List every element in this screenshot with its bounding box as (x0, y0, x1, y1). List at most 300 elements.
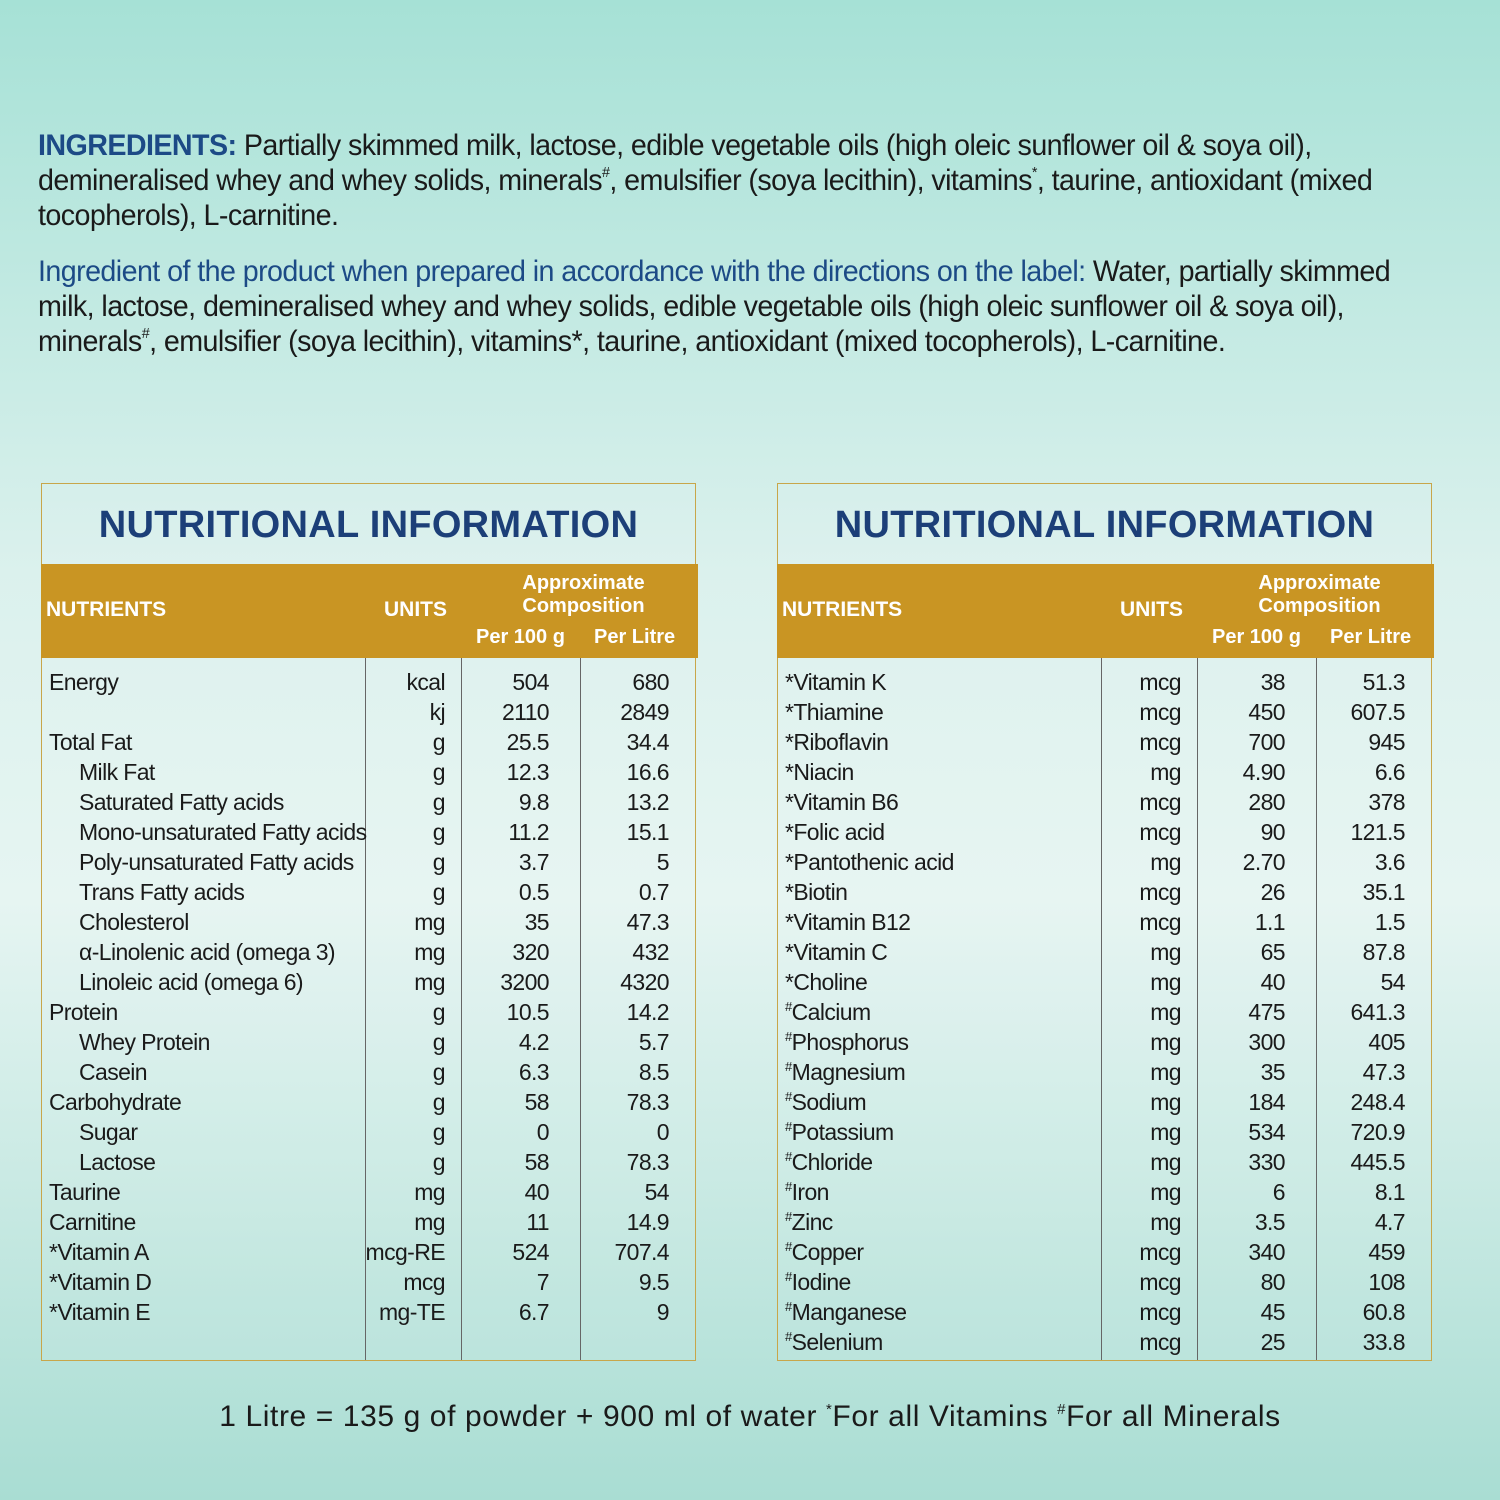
nutrient-name (785, 817, 885, 847)
value-per-litre: 5.7 (638, 1029, 669, 1055)
nutrient-unit: g (432, 1119, 445, 1145)
nutrient-name (79, 787, 284, 817)
nutrient-unit: mg (1150, 1059, 1181, 1085)
value-per-litre: 0 (656, 1119, 669, 1145)
nutrient-label: Linoleic acid (omega 6) (79, 969, 303, 995)
nutrient-name (785, 937, 887, 967)
value-per-litre: 16.6 (626, 759, 669, 785)
value-per-litre: 641.3 (1350, 999, 1405, 1025)
value-per-100g: 1.1 (1254, 909, 1285, 935)
minerals-mark: # (785, 1089, 792, 1104)
nutrient-unit: mg (1150, 1029, 1181, 1055)
minerals-mark: # (785, 1299, 792, 1314)
nutrient-label: Casein (79, 1059, 147, 1085)
value-per-100g: 10.5 (506, 999, 549, 1025)
value-per-litre: 47.3 (1362, 1059, 1405, 1085)
table-row (42, 1207, 695, 1237)
nutrient-name (49, 1207, 136, 1237)
minerals-mark: # (141, 325, 150, 342)
nutrient-name (79, 817, 366, 847)
value-per-100g: 2.70 (1242, 849, 1285, 875)
nutrient-name (49, 1087, 181, 1117)
nutrient-label: Carnitine (49, 1209, 136, 1235)
footer-text: 1 Litre = 135 g of powder + 900 ml of water (219, 1400, 826, 1433)
table-row (42, 757, 695, 787)
value-per-litre: 0.7 (638, 879, 669, 905)
value-per-100g: 80 (1260, 1269, 1285, 1295)
table-row (42, 1027, 695, 1057)
value-per-litre: 78.3 (626, 1089, 669, 1115)
table-row (42, 1147, 695, 1177)
value-per-litre: 8.5 (638, 1059, 669, 1085)
table-row (42, 877, 695, 907)
nutrient-unit: mcg (1139, 1329, 1181, 1355)
table-row (42, 1267, 695, 1297)
nutrient-name (785, 907, 910, 937)
value-per-litre: 108 (1368, 1269, 1405, 1295)
nutrient-name (79, 907, 189, 937)
prepared-ingredients-paragraph (38, 254, 1413, 359)
value-per-litre: 87.8 (1362, 939, 1405, 965)
nutrient-unit: g (432, 759, 445, 785)
table-row (42, 997, 695, 1027)
nutrient-unit: mcg (1139, 699, 1181, 725)
nutrient-name (785, 667, 886, 697)
value-per-litre: 9 (656, 1299, 669, 1325)
table-row (42, 817, 695, 847)
nutrient-label: *Vitamin B12 (785, 909, 911, 935)
header-per-litre: Per Litre (1330, 626, 1412, 648)
nutrient-unit: mg (1150, 849, 1181, 875)
nutrient-label: Saturated Fatty acids (79, 789, 284, 815)
nutrient-label: *Vitamin E (49, 1299, 150, 1325)
table-row (778, 1147, 1431, 1177)
nutrient-unit: kcal (406, 669, 445, 695)
table-row (778, 697, 1431, 727)
nutrient-label: *Vitamin D (49, 1269, 152, 1295)
value-per-litre: 8.1 (1374, 1179, 1405, 1205)
nutrient-unit: mg (414, 969, 445, 995)
vitamins-mark: * (1031, 164, 1037, 181)
nutrient-unit: mcg (1139, 909, 1181, 935)
nutrient-label: Cholesterol (79, 909, 189, 935)
nutrient-label: Copper (791, 1239, 864, 1265)
nutrient-name (79, 877, 244, 907)
nutrient-label: *Vitamin B6 (785, 789, 899, 815)
value-per-litre: 51.3 (1362, 669, 1405, 695)
nutrient-name (785, 1117, 894, 1147)
minerals-mark: # (602, 164, 610, 181)
minerals-mark: # (785, 1179, 792, 1194)
nutrient-label: Manganese (791, 1299, 907, 1325)
value-per-100g: 504 (512, 669, 549, 695)
nutrient-name (785, 727, 888, 757)
nutrient-name (785, 1177, 829, 1207)
table-row (778, 1027, 1431, 1057)
table-row (778, 757, 1431, 787)
value-per-100g: 26 (1260, 879, 1285, 905)
header-units: UNITS (384, 598, 447, 621)
minerals-mark: # (785, 1119, 792, 1134)
table-row (778, 817, 1431, 847)
minerals-mark: # (785, 1149, 792, 1164)
value-per-litre: 405 (1368, 1029, 1405, 1055)
footer-text: For all Minerals (1066, 1400, 1281, 1433)
nutrient-unit: mcg (403, 1269, 445, 1295)
table-row (42, 967, 695, 997)
value-per-100g: 11 (526, 1209, 549, 1235)
nutrient-name (79, 757, 155, 787)
header-nutrients: NUTRIENTS (46, 598, 167, 621)
nutrient-label: Potassium (791, 1119, 894, 1145)
minerals-mark: # (785, 999, 792, 1014)
nutrient-name (49, 1267, 151, 1297)
nutrient-unit: g (432, 789, 445, 815)
value-per-litre: 60.8 (1362, 1299, 1405, 1325)
header-per-100g: Per 100 g (1212, 626, 1301, 648)
nutrition-table-right (777, 483, 1432, 1361)
nutrient-name (79, 1147, 155, 1177)
nutrient-unit: g (432, 1089, 445, 1115)
table-row (42, 1057, 695, 1087)
nutrient-unit: mcg (1139, 1269, 1181, 1295)
nutrient-name (785, 1147, 873, 1177)
header-units: UNITS (1120, 598, 1183, 621)
nutrient-name (79, 847, 354, 877)
value-per-100g: 35 (524, 909, 549, 935)
value-per-100g: 90 (1260, 819, 1285, 845)
nutrient-name (49, 997, 118, 1027)
value-per-litre: 14.9 (626, 1209, 669, 1235)
value-per-100g: 300 (1248, 1029, 1285, 1055)
nutrient-label: Sugar (79, 1119, 138, 1145)
value-per-100g: 0 (536, 1119, 549, 1145)
value-per-100g: 3.7 (518, 849, 549, 875)
nutrient-unit: mcg (1139, 729, 1181, 755)
value-per-100g: 280 (1248, 789, 1285, 815)
value-per-litre: 680 (632, 669, 669, 695)
table-row (42, 937, 695, 967)
value-per-100g: 6.3 (518, 1059, 549, 1085)
header-nutrients: NUTRIENTS (782, 598, 903, 621)
nutrient-label: Iron (791, 1179, 829, 1205)
nutrient-name (785, 1087, 866, 1117)
value-per-100g: 9.8 (518, 789, 549, 815)
nutrient-name (785, 1027, 908, 1057)
value-per-litre: 607.5 (1350, 699, 1405, 725)
value-per-litre: 4.7 (1374, 1209, 1405, 1235)
table-body (42, 667, 695, 1327)
nutrient-name (785, 787, 898, 817)
value-per-100g: 700 (1248, 729, 1285, 755)
table-row (778, 997, 1431, 1027)
nutrient-label: Trans Fatty acids (79, 879, 245, 905)
value-per-100g: 534 (1248, 1119, 1285, 1145)
table-title: NUTRITIONAL INFORMATION (98, 504, 639, 546)
value-per-litre: 3.6 (1374, 849, 1405, 875)
nutrient-name (49, 667, 118, 697)
value-per-litre: 15.1 (626, 819, 669, 845)
nutrient-label: Carbohydrate (49, 1089, 182, 1115)
nutrient-unit: g (432, 999, 445, 1025)
table-row (42, 787, 695, 817)
nutrient-name (79, 1057, 147, 1087)
table-body (778, 667, 1431, 1357)
table-row (778, 1177, 1431, 1207)
header-per-litre: Per Litre (594, 626, 676, 648)
table-row (42, 1237, 695, 1267)
nutrient-label: Magnesium (791, 1059, 906, 1085)
nutrient-unit: g (432, 879, 445, 905)
nutrient-unit: mg (1150, 1119, 1181, 1145)
header-per-100g: Per 100 g (476, 626, 565, 648)
value-per-litre: 13.2 (626, 789, 669, 815)
ingredients-text: , taurine, antioxidant (mixed tocopherols), L-carnitine. (38, 164, 1373, 232)
minerals-mark: # (785, 1239, 792, 1254)
nutrient-unit: mg (1150, 999, 1181, 1025)
value-per-100g: 450 (1248, 699, 1285, 725)
value-per-litre: 445.5 (1350, 1149, 1405, 1175)
nutrient-unit: kj (429, 699, 445, 725)
table-row (778, 967, 1431, 997)
nutrient-unit: g (432, 1059, 445, 1085)
nutrient-unit: g (432, 729, 445, 755)
nutrient-label: Protein (49, 999, 118, 1025)
header-approx-composition (1207, 572, 1432, 618)
table-row (42, 727, 695, 757)
nutrient-unit: mg (414, 939, 445, 965)
value-per-100g: 25 (1260, 1329, 1285, 1355)
nutrient-label: Milk Fat (79, 759, 155, 785)
value-per-100g: 2110 (501, 699, 549, 725)
nutrient-unit: mg (414, 909, 445, 935)
nutrient-label: *Pantothenic acid (785, 849, 954, 875)
nutrient-label: *Folic acid (785, 819, 885, 845)
nutrient-label: Calcium (791, 999, 871, 1025)
table-row (778, 1087, 1431, 1117)
table-row (778, 877, 1431, 907)
nutrient-label: Lactose (79, 1149, 156, 1175)
table-row (778, 937, 1431, 967)
table-row (42, 1177, 695, 1207)
nutrient-unit: mg (1150, 759, 1181, 785)
value-per-100g: 65 (1260, 939, 1285, 965)
value-per-100g: 6 (1272, 1179, 1285, 1205)
nutrient-name (49, 1297, 150, 1327)
nutrient-name (785, 1297, 906, 1327)
nutrient-label: *Biotin (785, 879, 848, 905)
table-row (42, 1117, 695, 1147)
minerals-mark: # (785, 1209, 792, 1224)
nutrient-unit: mcg (1139, 789, 1181, 815)
nutrient-name (49, 727, 132, 757)
value-per-100g: 330 (1248, 1149, 1285, 1175)
nutrient-label: Phosphorus (791, 1029, 909, 1055)
value-per-litre: 78.3 (626, 1149, 669, 1175)
nutrient-unit: mg (414, 1179, 445, 1205)
nutrient-unit: mg (1150, 1089, 1181, 1115)
nutrient-unit: g (432, 1149, 445, 1175)
nutrient-unit: g (432, 819, 445, 845)
nutrient-unit: mg (1150, 939, 1181, 965)
table-row (778, 1207, 1431, 1237)
table-row (778, 667, 1431, 697)
table-row (778, 1297, 1431, 1327)
nutrient-name (785, 1327, 883, 1357)
nutrient-label: Selenium (791, 1329, 883, 1355)
value-per-litre: 33.8 (1362, 1329, 1405, 1355)
nutrient-unit: mcg-RE (365, 1239, 445, 1265)
value-per-100g: 58 (524, 1149, 549, 1175)
value-per-100g: 3200 (500, 969, 549, 995)
value-per-100g: 6.7 (518, 1299, 549, 1325)
nutrient-label: *Niacin (785, 759, 854, 785)
nutrient-name (785, 877, 847, 907)
table-row (778, 907, 1431, 937)
nutrient-unit: mg (1150, 1179, 1181, 1205)
value-per-100g: 524 (512, 1239, 549, 1265)
value-per-litre: 121.5 (1350, 819, 1405, 845)
table-row (778, 1237, 1431, 1267)
value-per-litre: 2849 (620, 699, 669, 725)
nutrient-name (785, 1237, 863, 1267)
value-per-litre: 945 (1368, 729, 1405, 755)
nutrient-name (49, 1177, 120, 1207)
minerals-mark: # (785, 1029, 792, 1044)
nutrient-label: Energy (49, 669, 119, 695)
value-per-100g: 4.90 (1242, 759, 1285, 785)
table-row (42, 907, 695, 937)
table-row (42, 847, 695, 877)
header-approx-line2: Composition (1258, 595, 1381, 617)
minerals-mark: # (785, 1269, 792, 1284)
value-per-litre: 432 (632, 939, 669, 965)
value-per-litre: 34.4 (626, 729, 669, 755)
nutrition-table-left (41, 483, 696, 1361)
value-per-100g: 184 (1248, 1089, 1285, 1115)
nutrient-name (785, 997, 871, 1027)
table-row (778, 727, 1431, 757)
reconstitution-note (0, 1400, 1500, 1434)
value-per-litre: 54 (1380, 969, 1405, 995)
nutrient-label: *Vitamin K (785, 669, 886, 695)
value-per-litre: 378 (1368, 789, 1405, 815)
nutrient-unit: mcg (1139, 879, 1181, 905)
prepared-text: Water, partially skimmed milk, lactose, demineralised whey and whey solids, edible vegetable oils (high oleic sunflower oil & soya oil), minerals (38, 255, 1391, 358)
nutrient-label: Sodium (791, 1089, 867, 1115)
ingredients-label: INGREDIENTS: (38, 129, 237, 162)
nutrient-label: Total Fat (49, 729, 132, 755)
nutrient-unit: mg (1150, 969, 1181, 995)
value-per-100g: 3.5 (1254, 1209, 1285, 1235)
nutrient-unit: mcg (1139, 669, 1181, 695)
nutrient-unit: mg (414, 1209, 445, 1235)
value-per-litre: 1.5 (1374, 909, 1405, 935)
table-row (778, 1327, 1431, 1357)
ingredients-paragraph (38, 128, 1413, 233)
nutrient-label: Whey Protein (79, 1029, 210, 1055)
ingredients-text: , emulsifier (soya lecithin), vitamins (609, 164, 1032, 197)
prepared-label: Ingredient of the product when prepared in accordance with the directions on the label: (38, 255, 1086, 288)
table-row (778, 1267, 1431, 1297)
nutrient-name (49, 1237, 149, 1267)
value-per-100g: 4.2 (518, 1029, 549, 1055)
header-approx-line1: Approximate (522, 572, 645, 594)
table-row (778, 1117, 1431, 1147)
nutrient-label: *Choline (785, 969, 868, 995)
nutrient-label: Taurine (49, 1179, 121, 1205)
nutrient-name (785, 697, 883, 727)
footer-text: For all Vitamins (832, 1400, 1058, 1433)
value-per-100g: 7 (536, 1269, 549, 1295)
nutrient-name (785, 1267, 851, 1297)
nutrient-name (79, 937, 335, 967)
nutrient-label: Mono-unsaturated Fatty acids (79, 819, 367, 845)
nutrient-unit: mg (1150, 1149, 1181, 1175)
value-per-litre: 47.3 (626, 909, 669, 935)
value-per-litre: 14.2 (626, 999, 669, 1025)
value-per-100g: 0.5 (518, 879, 549, 905)
minerals-mark: # (1057, 1401, 1067, 1418)
value-per-litre: 459 (1368, 1239, 1405, 1265)
nutrient-unit: mcg (1139, 1299, 1181, 1325)
table-title: NUTRITIONAL INFORMATION (834, 504, 1375, 546)
prepared-text: , emulsifier (soya lecithin), vitamins*, taurine, antioxidant (mixed tocopherols), L-carnitine. (149, 325, 1226, 358)
value-per-100g: 320 (512, 939, 549, 965)
minerals-mark: # (785, 1329, 792, 1344)
table-row (42, 667, 695, 697)
nutrient-label: α-Linolenic acid (omega 3) (79, 939, 335, 965)
minerals-mark: # (785, 1059, 792, 1074)
nutrient-name (79, 967, 303, 997)
table-row (42, 1087, 695, 1117)
value-per-100g: 475 (1248, 999, 1285, 1025)
nutrient-unit: mg-TE (378, 1299, 445, 1325)
value-per-litre: 9.5 (638, 1269, 669, 1295)
nutrient-name (785, 847, 954, 877)
nutrient-label: Poly-unsaturated Fatty acids (79, 849, 354, 875)
nutrient-name (785, 1057, 905, 1087)
header-approx-line1: Approximate (1258, 572, 1381, 594)
table-row (42, 697, 695, 727)
vitamins-mark: * (825, 1401, 833, 1418)
nutrient-label: Zinc (791, 1209, 833, 1235)
value-per-100g: 40 (524, 1179, 549, 1205)
table-row (778, 787, 1431, 817)
value-per-litre: 6.6 (1374, 759, 1405, 785)
value-per-100g: 38 (1260, 669, 1285, 695)
nutrient-label: *Riboflavin (785, 729, 889, 755)
nutrient-name (785, 1207, 833, 1237)
value-per-litre: 248.4 (1350, 1089, 1405, 1115)
value-per-100g: 12.3 (506, 759, 549, 785)
table-row (42, 1297, 695, 1327)
nutrient-unit: mg (1150, 1209, 1181, 1235)
nutrient-unit: mcg (1139, 819, 1181, 845)
table-header (777, 564, 1434, 658)
value-per-100g: 58 (524, 1089, 549, 1115)
table-header (41, 564, 698, 658)
header-approx-line2: Composition (522, 595, 645, 617)
value-per-100g: 45 (1260, 1299, 1285, 1325)
nutrient-name (79, 1027, 210, 1057)
value-per-100g: 40 (1260, 969, 1285, 995)
value-per-litre: 4320 (620, 969, 669, 995)
value-per-litre: 5 (656, 849, 669, 875)
value-per-litre: 720.9 (1350, 1119, 1405, 1145)
nutrient-name (785, 967, 867, 997)
nutrient-label: *Vitamin C (785, 939, 888, 965)
